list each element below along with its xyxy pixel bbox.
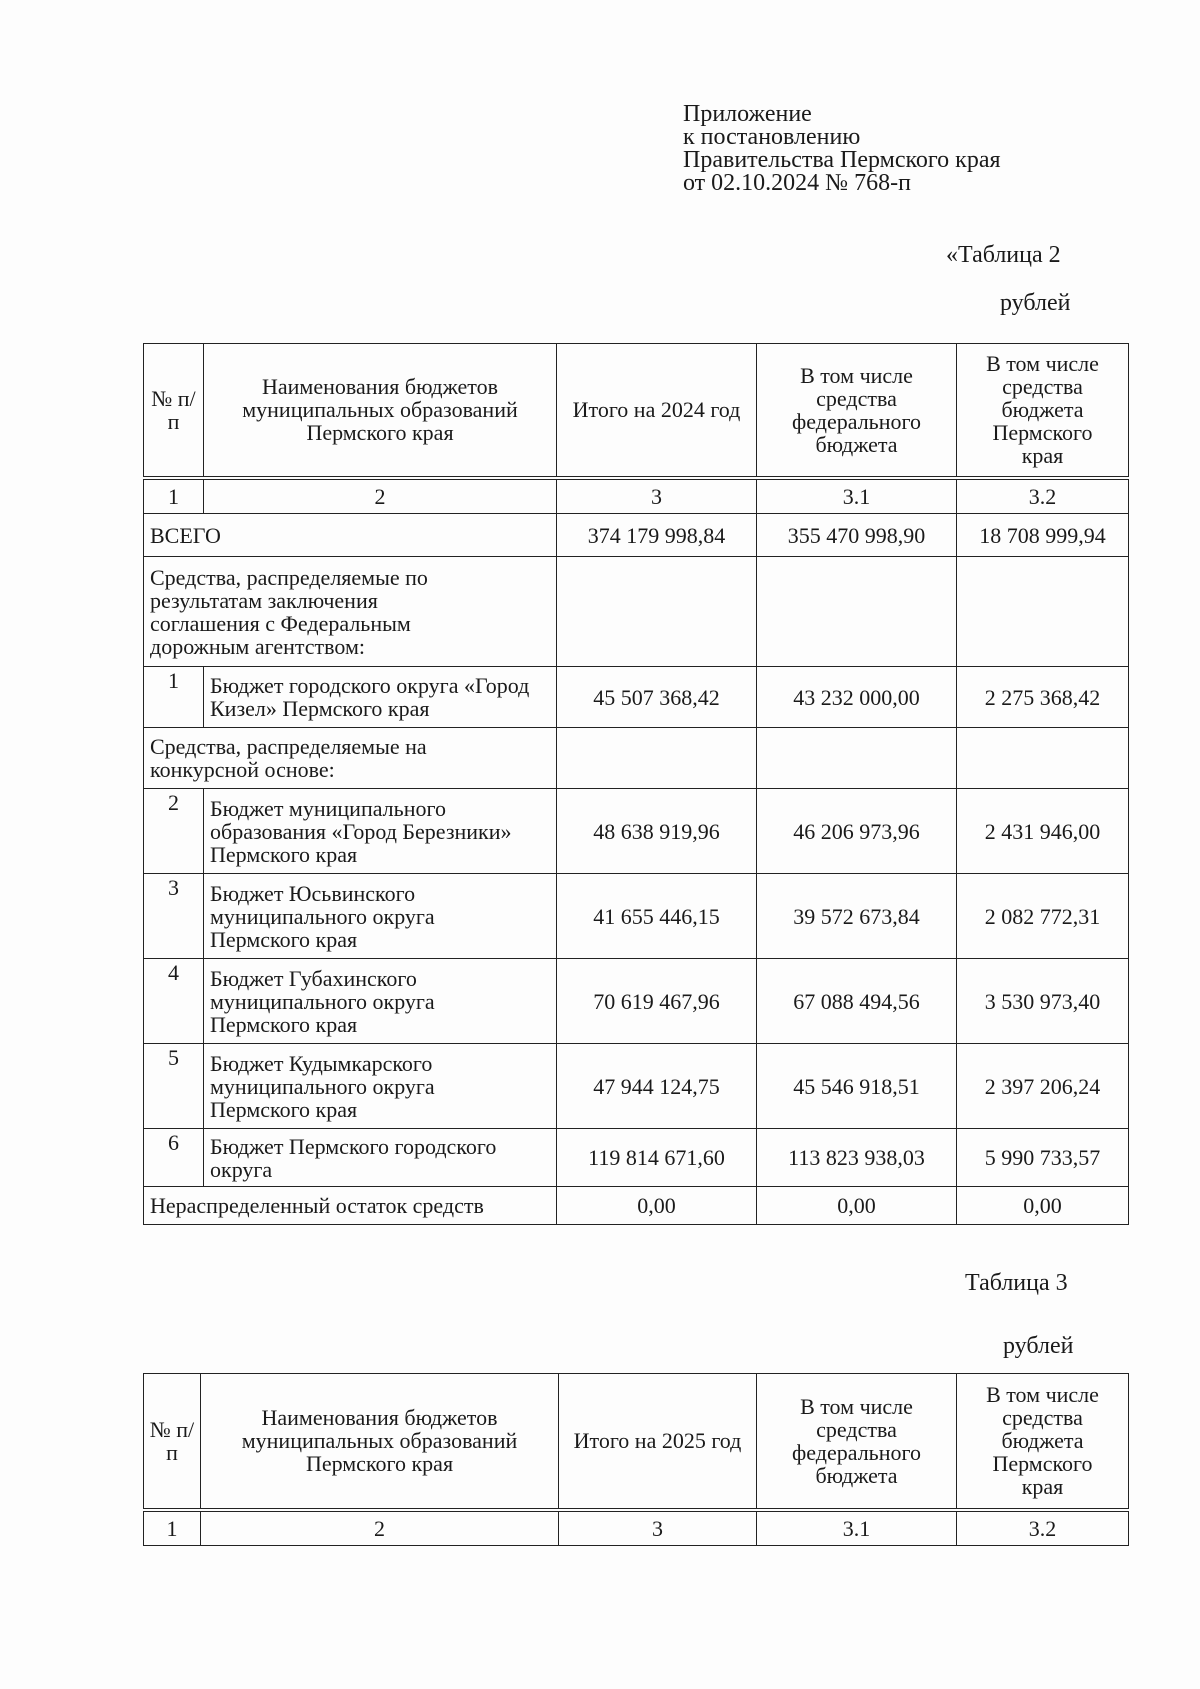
section-2-label: Средства, распределяемые на конкурсной основе: <box>144 728 557 789</box>
remainder-total: 0,00 <box>557 1187 757 1225</box>
empty-cell <box>557 557 757 667</box>
row-total: 70 619 467,96 <box>557 959 757 1044</box>
table3-colnum-3: 3 <box>559 1510 757 1546</box>
row-num: 3 <box>144 874 204 959</box>
row-name: Бюджет Кудымкарского муниципального округа Пермского края <box>204 1044 557 1129</box>
table2-colnum-3-1: 3.1 <box>757 478 957 514</box>
table2 <box>143 343 1129 1225</box>
table-row <box>144 874 1129 959</box>
empty-cell <box>557 728 757 789</box>
approval-line-2: к постановлению <box>683 124 861 150</box>
table-row <box>144 789 1129 874</box>
table2-header-name: Наименования бюджетов муниципальных образований Пермского края <box>204 344 557 478</box>
table2-header-num: № п/п <box>144 344 204 478</box>
table2-section-2 <box>144 728 1129 789</box>
table3 <box>143 1373 1129 1546</box>
table2-remainder-row <box>144 1187 1129 1225</box>
row-federal: 67 088 494,56 <box>757 959 957 1044</box>
table3-colnum-3-1: 3.1 <box>757 1510 957 1546</box>
row-name: Бюджет Юсьвинского муниципального округа Пермского края <box>204 874 557 959</box>
row-total: 119 814 671,60 <box>557 1129 757 1187</box>
table2-header-federal: В том числе средства федерального бюджета <box>757 344 957 478</box>
row-num: 6 <box>144 1129 204 1187</box>
row-regional: 3 530 973,40 <box>957 959 1129 1044</box>
table-row <box>144 1129 1129 1187</box>
row-total: 41 655 446,15 <box>557 874 757 959</box>
row-federal: 45 546 918,51 <box>757 1044 957 1129</box>
total-federal: 355 470 998,90 <box>757 514 957 557</box>
total-label: ВСЕГО <box>144 514 557 557</box>
remainder-federal: 0,00 <box>757 1187 957 1225</box>
table3-unit: рублей <box>1003 1333 1074 1359</box>
empty-cell <box>757 557 957 667</box>
row-regional: 2 082 772,31 <box>957 874 1129 959</box>
table3-header-regional: В том числе средства бюджета Пермского края <box>957 1374 1129 1510</box>
table3-column-numbers <box>144 1510 1129 1546</box>
row-num: 2 <box>144 789 204 874</box>
empty-cell <box>957 557 1129 667</box>
row-federal: 113 823 938,03 <box>757 1129 957 1187</box>
table2-header-regional: В том числе средства бюджета Пермского края <box>957 344 1129 478</box>
row-name: Бюджет муниципального образования «Город Березники» Пермского края <box>204 789 557 874</box>
approval-line-4: от 02.10.2024 № 768-п <box>683 170 911 196</box>
row-total: 48 638 919,96 <box>557 789 757 874</box>
row-num: 1 <box>144 667 204 728</box>
table2-colnum-3-2: 3.2 <box>957 478 1129 514</box>
table3-colnum-2: 2 <box>201 1510 559 1546</box>
table-row <box>144 667 1129 728</box>
table2-section-1 <box>144 557 1129 667</box>
table2-unit: рублей <box>1000 290 1071 316</box>
table3-caption: Таблица 3 <box>965 1270 1068 1296</box>
table-row <box>144 959 1129 1044</box>
table2-column-numbers <box>144 478 1129 514</box>
row-regional: 2 431 946,00 <box>957 789 1129 874</box>
row-federal: 39 572 673,84 <box>757 874 957 959</box>
table3-header-row <box>144 1374 1129 1510</box>
empty-cell <box>957 728 1129 789</box>
total-sum: 374 179 998,84 <box>557 514 757 557</box>
table2-caption: «Таблица 2 <box>946 242 1061 268</box>
empty-cell <box>757 728 957 789</box>
table3-header-num: № п/п <box>144 1374 201 1510</box>
row-regional: 5 990 733,57 <box>957 1129 1129 1187</box>
table2-colnum-3: 3 <box>557 478 757 514</box>
row-total: 47 944 124,75 <box>557 1044 757 1129</box>
table3-header-name: Наименования бюджетов муниципальных образований Пермского края <box>201 1374 559 1510</box>
approval-line-1: Приложение <box>683 101 812 127</box>
table2-total-row <box>144 514 1129 557</box>
table-row <box>144 1044 1129 1129</box>
row-federal: 46 206 973,96 <box>757 789 957 874</box>
row-name: Бюджет Пермского городского округа <box>204 1129 557 1187</box>
row-regional: 2 397 206,24 <box>957 1044 1129 1129</box>
total-regional: 18 708 999,94 <box>957 514 1129 557</box>
row-name: Бюджет городского округа «Город Кизел» Пермского края <box>204 667 557 728</box>
table2-header-total: Итого на 2024 год <box>557 344 757 478</box>
row-num: 4 <box>144 959 204 1044</box>
table2-header-row <box>144 344 1129 478</box>
table2-colnum-2: 2 <box>204 478 557 514</box>
row-federal: 43 232 000,00 <box>757 667 957 728</box>
row-num: 5 <box>144 1044 204 1129</box>
table3-header-total: Итого на 2025 год <box>559 1374 757 1510</box>
table3-colnum-3-2: 3.2 <box>957 1510 1129 1546</box>
row-total: 45 507 368,42 <box>557 667 757 728</box>
row-name: Бюджет Губахинского муниципального округа Пермского края <box>204 959 557 1044</box>
section-1-label: Средства, распределяемые по результатам заключения соглашения с Федеральным дорожным агентством: <box>144 557 557 667</box>
approval-line-3: Правительства Пермского края <box>683 147 1001 173</box>
row-regional: 2 275 368,42 <box>957 667 1129 728</box>
table3-header-federal: В том числе средства федерального бюджета <box>757 1374 957 1510</box>
remainder-label: Нераспределенный остаток средств <box>144 1187 557 1225</box>
table3-colnum-1: 1 <box>144 1510 201 1546</box>
table2-colnum-1: 1 <box>144 478 204 514</box>
approval-block <box>683 103 1001 195</box>
remainder-regional: 0,00 <box>957 1187 1129 1225</box>
